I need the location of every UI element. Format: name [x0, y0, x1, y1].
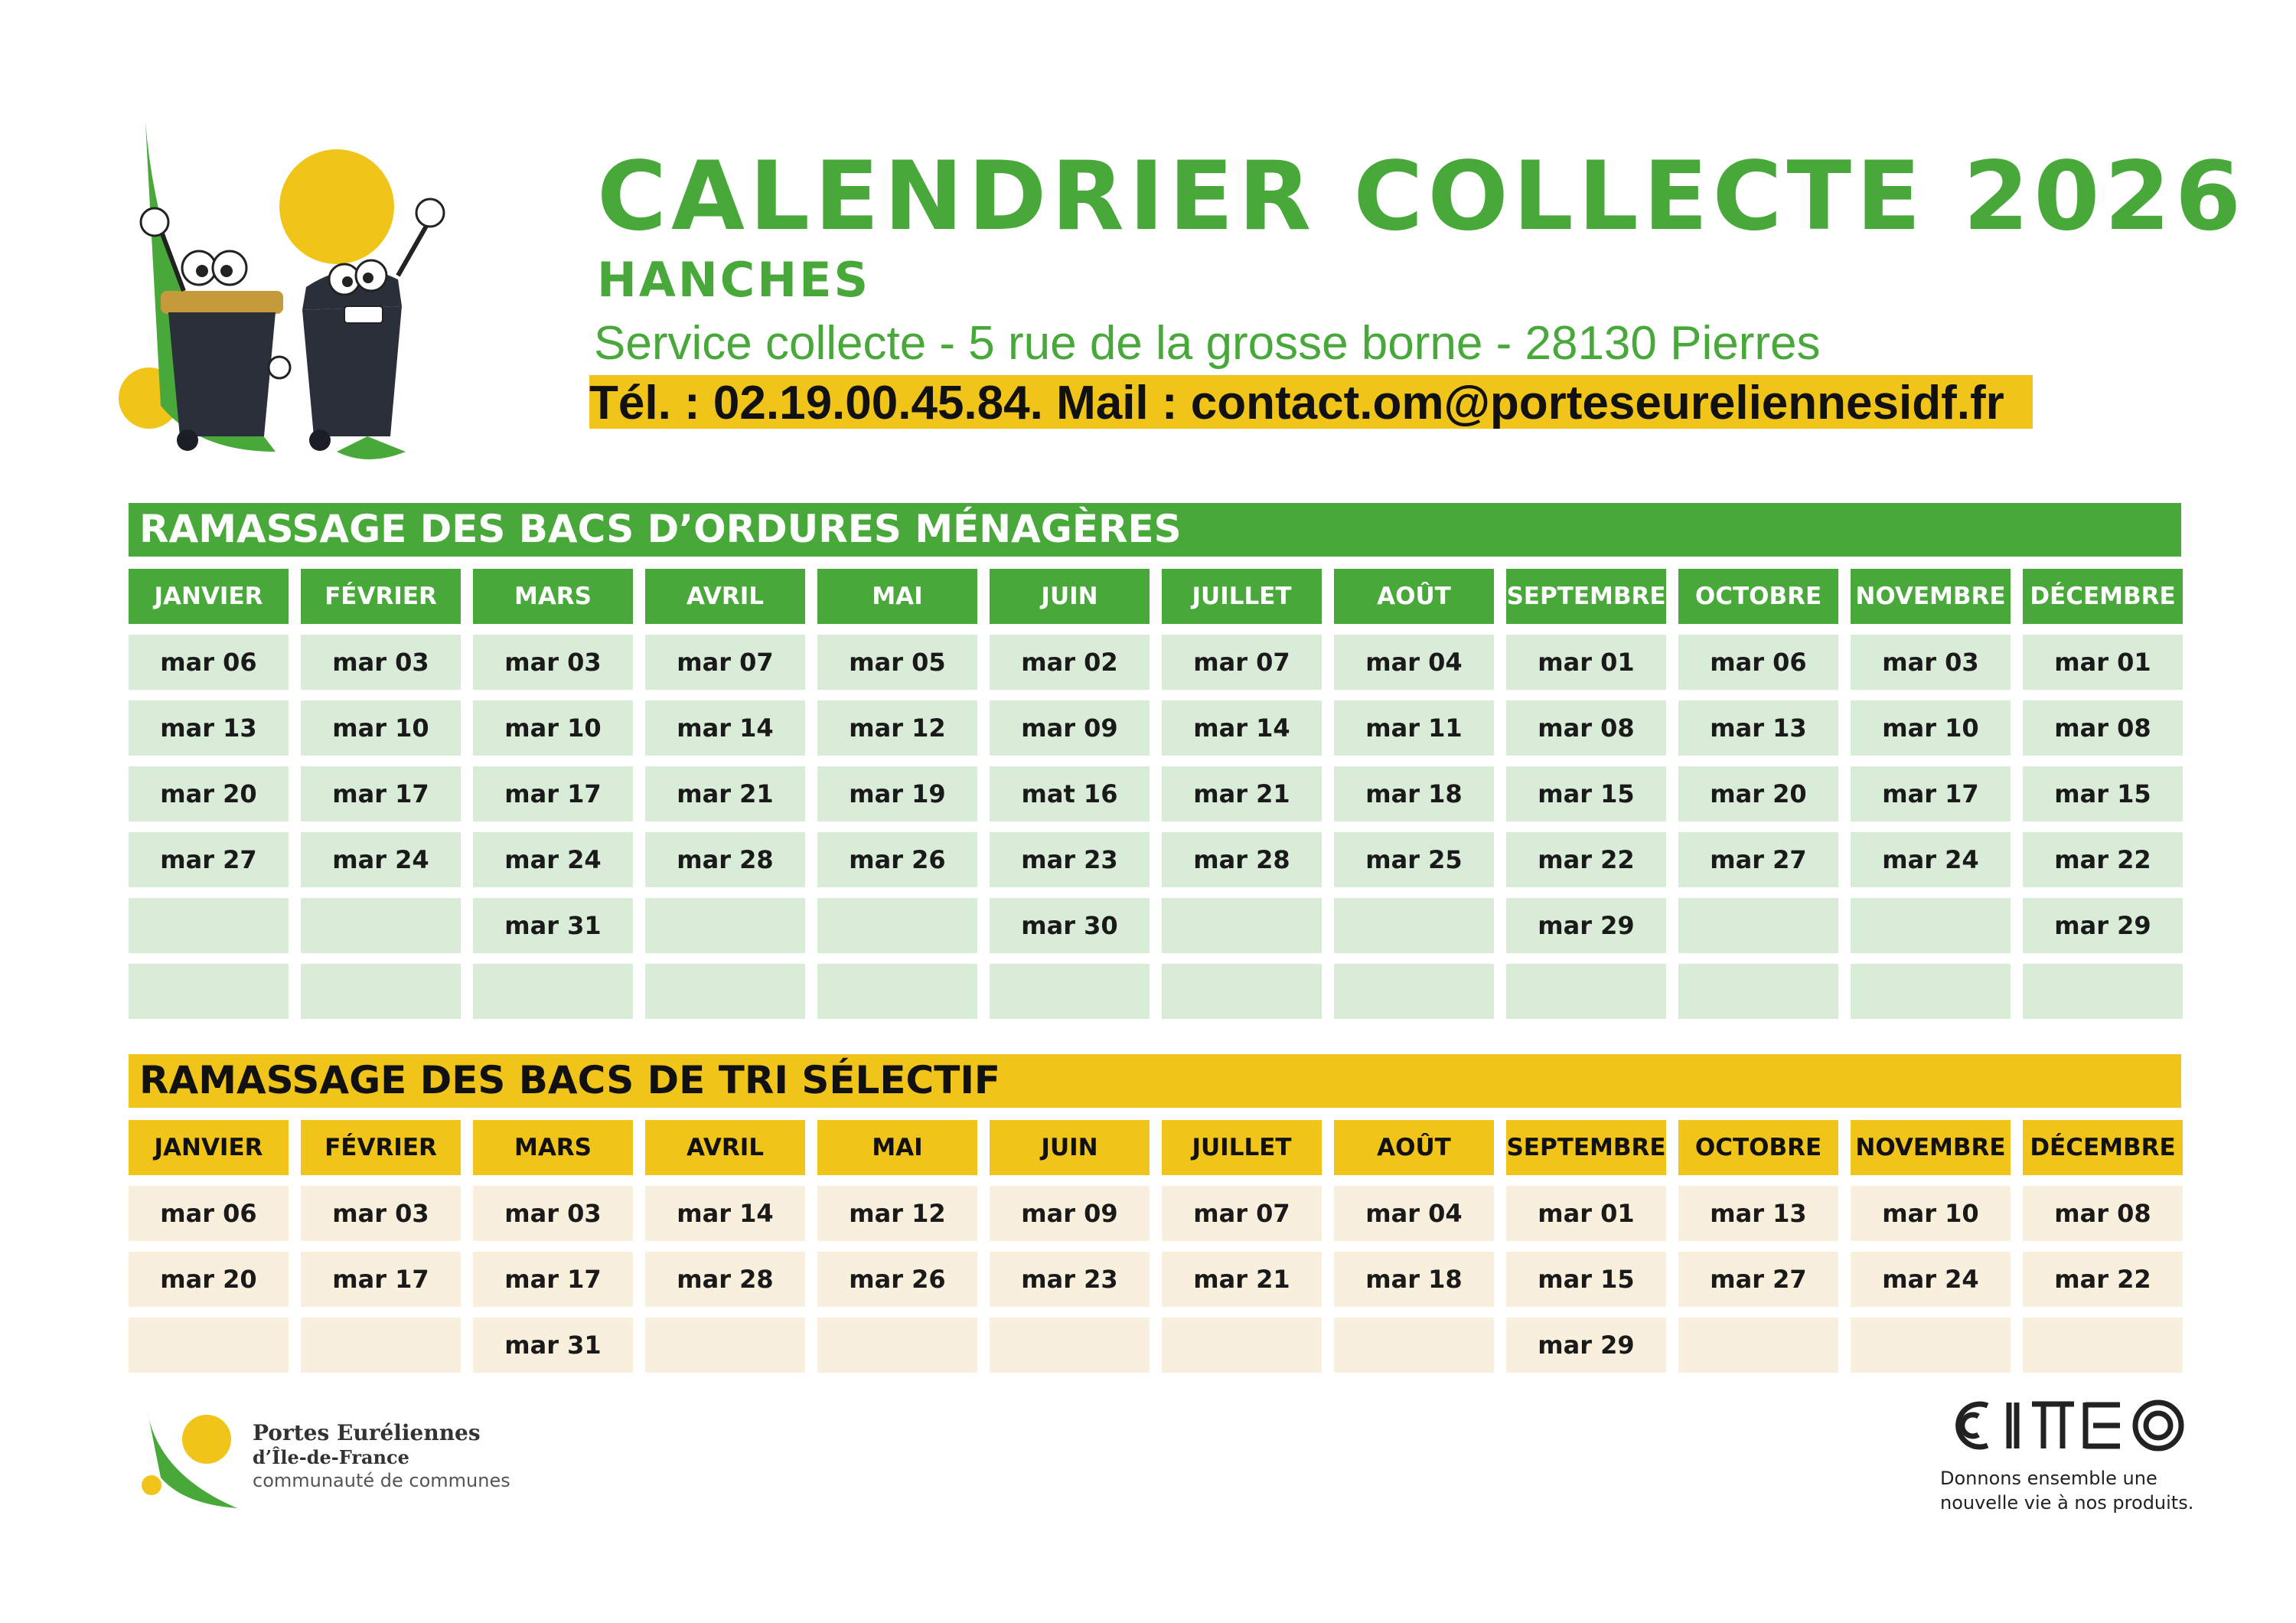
contact-text: Tél. : 02.19.00.45.84. Mail : contact.om@porteseureliennesidf.fr: [589, 377, 2004, 429]
tri-date-cell: mar 28: [645, 1252, 805, 1307]
ordures-date-cell: mar 14: [645, 700, 805, 756]
tri-date-cell: mar 17: [473, 1252, 633, 1307]
tri-date-cell: mar 17: [301, 1252, 461, 1307]
ordures-month-header: JUIN: [990, 569, 1150, 624]
ordures-date-cell: mar 20: [129, 766, 289, 821]
ordures-date-cell: [1162, 898, 1322, 953]
ordures-date-cell: mar 29: [1506, 898, 1666, 953]
ordures-date-cell: [129, 898, 289, 953]
tri-title-text: RAMASSAGE DES BACS DE TRI SÉLECTIF: [139, 1058, 1001, 1102]
ordures-date-cell: mar 13: [129, 700, 289, 756]
ordures-date-cell: [1334, 964, 1494, 1019]
contact-banner: [589, 375, 2033, 429]
page-title: CALENDRIER COLLECTE 2026: [597, 142, 2246, 252]
tri-date-cell: [817, 1318, 977, 1373]
ordures-date-cell: [645, 964, 805, 1019]
ordures-month-header: SEPTEMBRE: [1506, 569, 1666, 624]
ordures-date-cell: mar 01: [1506, 635, 1666, 690]
ordures-date-cell: [1678, 964, 1838, 1019]
ordures-date-cell: mar 18: [1334, 766, 1494, 821]
tri-date-cell: mar 03: [301, 1186, 461, 1241]
ordures-calendar-grid: [129, 569, 2183, 1019]
pe-subtitle: communauté de communes: [253, 1470, 510, 1491]
tri-date-cell: [645, 1318, 805, 1373]
tri-date-cell: mar 31: [473, 1318, 633, 1373]
citeo-logo: [1940, 1395, 2193, 1456]
ordures-date-cell: [990, 964, 1150, 1019]
ordures-date-cell: mar 17: [1851, 766, 2011, 821]
ordures-month-header: AOÛT: [1334, 569, 1494, 624]
citeo-tagline: [1940, 1466, 2193, 1516]
ordures-date-cell: mar 25: [1334, 832, 1494, 887]
tri-calendar-grid: [129, 1120, 2183, 1373]
tri-month-header: JUILLET: [1162, 1120, 1322, 1175]
ordures-date-cell: mar 01: [2023, 635, 2183, 690]
pe-name-line2: d’Île-de-France: [253, 1446, 409, 1468]
tri-date-cell: [301, 1318, 461, 1373]
ordures-date-cell: mar 21: [645, 766, 805, 821]
ordures-date-cell: mar 31: [473, 898, 633, 953]
tri-date-cell: mar 21: [1162, 1252, 1322, 1307]
tri-date-cell: mar 24: [1851, 1252, 2011, 1307]
tri-month-header: MAI: [817, 1120, 977, 1175]
ordures-date-cell: mar 04: [1334, 635, 1494, 690]
ordures-date-cell: [301, 964, 461, 1019]
tri-date-cell: mar 06: [129, 1186, 289, 1241]
ordures-date-cell: mar 13: [1678, 700, 1838, 756]
ordures-date-cell: mar 20: [1678, 766, 1838, 821]
ordures-date-cell: [2023, 964, 2183, 1019]
tri-date-cell: mar 01: [1506, 1186, 1666, 1241]
ordures-title-text: RAMASSAGE DES BACS D’ORDURES MÉNAGÈRES: [139, 507, 1182, 551]
ordures-date-cell: mar 07: [645, 635, 805, 690]
ordures-date-cell: [473, 964, 633, 1019]
ordures-date-cell: mar 03: [473, 635, 633, 690]
ordures-date-cell: mar 23: [990, 832, 1150, 887]
tri-date-cell: mar 27: [1678, 1252, 1838, 1307]
tri-month-header: NOVEMBRE: [1851, 1120, 2011, 1175]
pe-name-line1: Portes Euréliennes: [253, 1420, 481, 1445]
tri-month-header: FÉVRIER: [301, 1120, 461, 1175]
ordures-date-cell: mar 27: [1678, 832, 1838, 887]
ordures-date-cell: [1334, 898, 1494, 953]
ordures-date-cell: mar 22: [1506, 832, 1666, 887]
tri-month-header: MARS: [473, 1120, 633, 1175]
ordures-date-cell: mar 05: [817, 635, 977, 690]
tri-date-cell: [990, 1318, 1150, 1373]
ordures-month-header: JANVIER: [129, 569, 289, 624]
service-address: Service collecte - 5 rue de la grosse borne - 28130 Pierres: [594, 317, 1821, 370]
ordures-date-cell: mar 09: [990, 700, 1150, 756]
ordures-month-header: MAI: [817, 569, 977, 624]
tri-date-cell: mar 23: [990, 1252, 1150, 1307]
ordures-date-cell: mar 26: [817, 832, 977, 887]
tri-date-cell: mar 12: [817, 1186, 977, 1241]
ordures-date-cell: mar 06: [129, 635, 289, 690]
ordures-date-cell: [1851, 898, 2011, 953]
ordures-date-cell: mar 28: [1162, 832, 1322, 887]
ordures-month-header: JUILLET: [1162, 569, 1322, 624]
tri-date-cell: mar 29: [1506, 1318, 1666, 1373]
ordures-date-cell: mar 06: [1678, 635, 1838, 690]
ordures-month-header: FÉVRIER: [301, 569, 461, 624]
ordures-date-cell: mar 27: [129, 832, 289, 887]
tri-date-cell: mar 04: [1334, 1186, 1494, 1241]
ordures-date-cell: mar 22: [2023, 832, 2183, 887]
tri-date-cell: mar 03: [473, 1186, 633, 1241]
citeo-logo-text: CITEO: [1940, 1395, 1943, 1396]
ordures-date-cell: [817, 898, 977, 953]
tri-date-cell: mar 20: [129, 1252, 289, 1307]
tri-month-header: JUIN: [990, 1120, 1150, 1175]
ordures-date-cell: mar 14: [1162, 700, 1322, 756]
ordures-month-header: DÉCEMBRE: [2023, 569, 2183, 624]
tri-month-header: OCTOBRE: [1678, 1120, 1838, 1175]
ordures-date-cell: [645, 898, 805, 953]
tri-date-cell: mar 14: [645, 1186, 805, 1241]
ordures-date-cell: mar 10: [473, 700, 633, 756]
tri-month-header: AVRIL: [645, 1120, 805, 1175]
tri-date-cell: mar 08: [2023, 1186, 2183, 1241]
ordures-month-header: OCTOBRE: [1678, 569, 1838, 624]
ordures-date-cell: mar 24: [473, 832, 633, 887]
tri-date-cell: mar 09: [990, 1186, 1150, 1241]
ordures-date-cell: mar 08: [2023, 700, 2183, 756]
tri-date-cell: mar 10: [1851, 1186, 2011, 1241]
ordures-date-cell: mar 11: [1334, 700, 1494, 756]
mascot-bins-illustration: [115, 115, 459, 475]
tri-date-cell: [1678, 1318, 1838, 1373]
ordures-date-cell: [1506, 964, 1666, 1019]
tri-month-header: JANVIER: [129, 1120, 289, 1175]
tri-month-header: DÉCEMBRE: [2023, 1120, 2183, 1175]
ordures-section-title: [129, 503, 2181, 557]
ordures-date-cell: mar 02: [990, 635, 1150, 690]
ordures-date-cell: mar 10: [301, 700, 461, 756]
tri-date-cell: [1162, 1318, 1322, 1373]
citeo-tagline-line1: Donnons ensemble une: [1940, 1468, 2157, 1489]
ordures-date-cell: mat 16: [990, 766, 1150, 821]
ordures-date-cell: mar 28: [645, 832, 805, 887]
tri-date-cell: mar 07: [1162, 1186, 1322, 1241]
ordures-date-cell: mar 03: [301, 635, 461, 690]
ordures-date-cell: mar 24: [301, 832, 461, 887]
tri-date-cell: [2023, 1318, 2183, 1373]
tri-month-header: AOÛT: [1334, 1120, 1494, 1175]
ordures-date-cell: mar 10: [1851, 700, 2011, 756]
ordures-date-cell: mar 17: [301, 766, 461, 821]
ordures-date-cell: [301, 898, 461, 953]
ordures-month-header: NOVEMBRE: [1851, 569, 2011, 624]
ordures-date-cell: [129, 964, 289, 1019]
tri-date-cell: mar 22: [2023, 1252, 2183, 1307]
tri-date-cell: [129, 1318, 289, 1373]
tri-date-cell: mar 13: [1678, 1186, 1838, 1241]
ordures-date-cell: mar 24: [1851, 832, 2011, 887]
ordures-date-cell: mar 30: [990, 898, 1150, 953]
tri-month-header: SEPTEMBRE: [1506, 1120, 1666, 1175]
ordures-date-cell: mar 21: [1162, 766, 1322, 821]
ordures-date-cell: mar 07: [1162, 635, 1322, 690]
commune-name: HANCHES: [597, 252, 871, 308]
ordures-date-cell: mar 08: [1506, 700, 1666, 756]
tri-date-cell: mar 15: [1506, 1252, 1666, 1307]
ordures-date-cell: mar 03: [1851, 635, 2011, 690]
ordures-month-header: MARS: [473, 569, 633, 624]
ordures-date-cell: mar 19: [817, 766, 977, 821]
ordures-date-cell: mar 15: [1506, 766, 1666, 821]
tri-date-cell: [1851, 1318, 2011, 1373]
ordures-date-cell: mar 17: [473, 766, 633, 821]
tri-date-cell: [1334, 1318, 1494, 1373]
tri-date-cell: mar 26: [817, 1252, 977, 1307]
ordures-date-cell: [1162, 964, 1322, 1019]
ordures-date-cell: [817, 964, 977, 1019]
tri-section-title: [129, 1054, 2181, 1108]
ordures-date-cell: [1678, 898, 1838, 953]
citeo-tagline-line2: nouvelle vie à nos produits.: [1940, 1492, 2194, 1514]
ordures-date-cell: mar 12: [817, 700, 977, 756]
ordures-month-header: AVRIL: [645, 569, 805, 624]
ordures-date-cell: mar 29: [2023, 898, 2183, 953]
tri-date-cell: mar 18: [1334, 1252, 1494, 1307]
ordures-date-cell: [1851, 964, 2011, 1019]
ordures-date-cell: mar 15: [2023, 766, 2183, 821]
